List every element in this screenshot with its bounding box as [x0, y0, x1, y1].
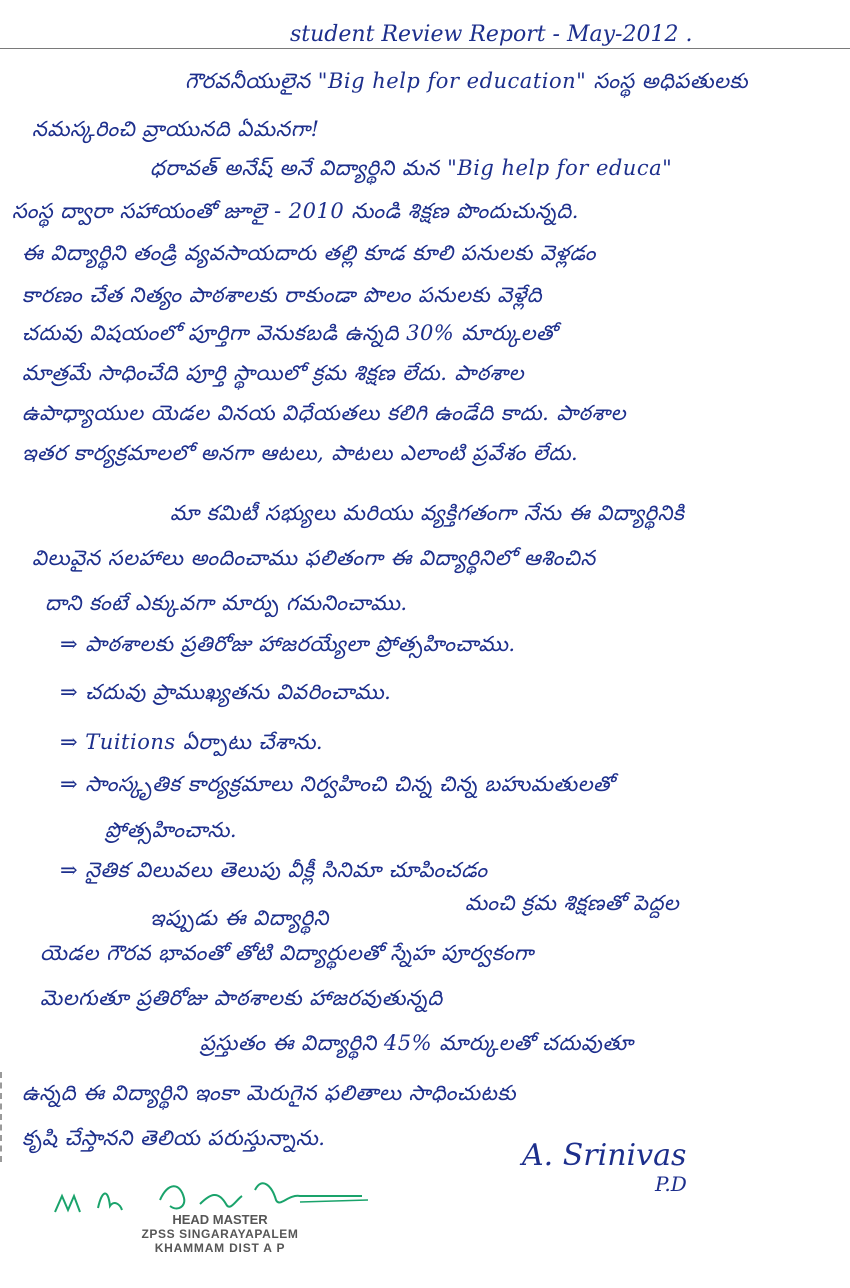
bullet-arrow-icon: ⇒: [60, 772, 79, 796]
bullet-arrow-icon: ⇒: [60, 858, 79, 882]
body-line: గౌరవనీయులైన "Big help for education" సంస్థ అధిపతులకు: [185, 69, 749, 93]
closing-line: ప్రస్తుతం ఈ విద్యార్థిని 45% మార్కులతో చదువుతూ: [200, 1031, 634, 1055]
closing-line: మెలగుతూ ప్రతిరోజు పాఠశాలకు హాజరవుతున్నది: [40, 986, 443, 1010]
closing-line: మంచి క్రమ శిక్షణతో పెద్దల: [465, 891, 680, 915]
title-rule: [0, 48, 850, 49]
bullet-arrow-icon: ⇒: [60, 730, 79, 754]
body-line: ధరావత్ అనేష్ అనే విద్యార్థిని మన "Big help for educa": [150, 156, 673, 180]
stamp-line-1: HEAD MASTER: [172, 1212, 268, 1227]
closing-line: యెడల గౌరవ భావంతో తోటి విద్యార్థులతో స్నేహ పూర్వకంగా: [40, 941, 534, 965]
body-line: కారణం చేత నిత్యం పాఠశాలకు రాకుండా పొలం పనులకు వెళ్లేది: [22, 283, 543, 307]
body-line: మాత్రమే సాధించేది పూర్తి స్థాయిలో క్రమ శిక్షణ లేదు. పాఠశాల: [22, 361, 525, 385]
body-line: ఇతర కార్యక్రమాలలో అనగా ఆటలు, పాటలు ఎలాంటి ప్రవేశం లేదు.: [22, 441, 579, 465]
body-line: విలువైన సలహాలు అందించాము ఫలితంగా ఈ విద్యార్థినిలో ఆశించిన: [32, 546, 596, 570]
bullet-text: Tuitions ఏర్పాటు చేశాను.: [85, 730, 324, 754]
bullet-text: నైతిక విలువలు తెలుపు వీక్లీ సినిమా చూపించడం: [85, 858, 488, 882]
signature-designation: P.D: [655, 1172, 687, 1196]
body-line: సంస్థ ద్వారా సహాయంతో జూలై - 2010 నుండి శిక్షణ పొందుచున్నది.: [12, 199, 579, 223]
body-line: దాని కంటే ఎక్కువగా మార్పు గమనించాము.: [45, 591, 408, 615]
head-master-stamp: [110, 1212, 330, 1255]
bullet-item: [60, 632, 516, 662]
bullet-arrow-icon: ⇒: [60, 680, 79, 704]
head-master-signature-icon: [50, 1160, 380, 1220]
bullet-text: పాఠశాలకు ప్రతిరోజు హాజరయ్యేలా ప్రోత్సహించాము.: [85, 632, 516, 656]
closing-line: కృషి చేస్తానని తెలియ పరుస్తున్నాను.: [22, 1126, 326, 1150]
closing-line: ఉన్నది ఈ విద్యార్థిని ఇంకా మెరుగైన ఫలితాలు సాధించుటకు: [22, 1081, 517, 1105]
bullet-text: సాంస్కృతిక కార్యక్రమాలు నిర్వహించి చిన్న చిన్న బహుమతులతో: [85, 772, 614, 796]
body-line: ఉపాధ్యాయుల యెడల వినయ విధేయతలు కలిగి ఉండేది కాదు. పాఠశాల: [22, 401, 626, 425]
closing-line: ఇప్పుడు ఈ విద్యార్థిని: [150, 906, 329, 930]
signature-name: A. Srinivas: [522, 1138, 687, 1173]
stamp-line-2: ZPSS SINGARAYAPALEM: [141, 1227, 299, 1241]
bullet-arrow-icon: ⇒: [60, 632, 79, 656]
bullet-item: [60, 772, 614, 802]
body-line: ఈ విద్యార్థిని తండ్రి వ్యవసాయదారు తల్లి కూడ కూలి పనులకు వెళ్లడం: [22, 241, 596, 265]
bullet-item: [60, 858, 488, 888]
bullet-continuation: ప్రోత్సహించాను.: [105, 818, 238, 842]
stamp-line-3: KHAMMAM DIST A P: [154, 1241, 286, 1255]
bullet-item: [60, 680, 391, 710]
body-line: మా కమిటీ సభ్యులు మరియు వ్యక్తిగతంగా నేను ఈ విద్యార్థినికి: [170, 501, 685, 525]
bullet-item: [60, 730, 323, 760]
body-line: నమస్కరించి వ్రాయునది ఏమనగా!: [32, 117, 320, 141]
body-line: చదువు విషయంలో పూర్తిగా వెనుకబడి ఉన్నది 30% మార్కులతో: [22, 321, 558, 345]
bullet-text: చదువు ప్రాముఖ్యతను వివరించాము.: [85, 680, 392, 704]
report-title: student Review Report - May-2012 .: [290, 22, 693, 47]
margin-fold-mark: [0, 1072, 10, 1162]
